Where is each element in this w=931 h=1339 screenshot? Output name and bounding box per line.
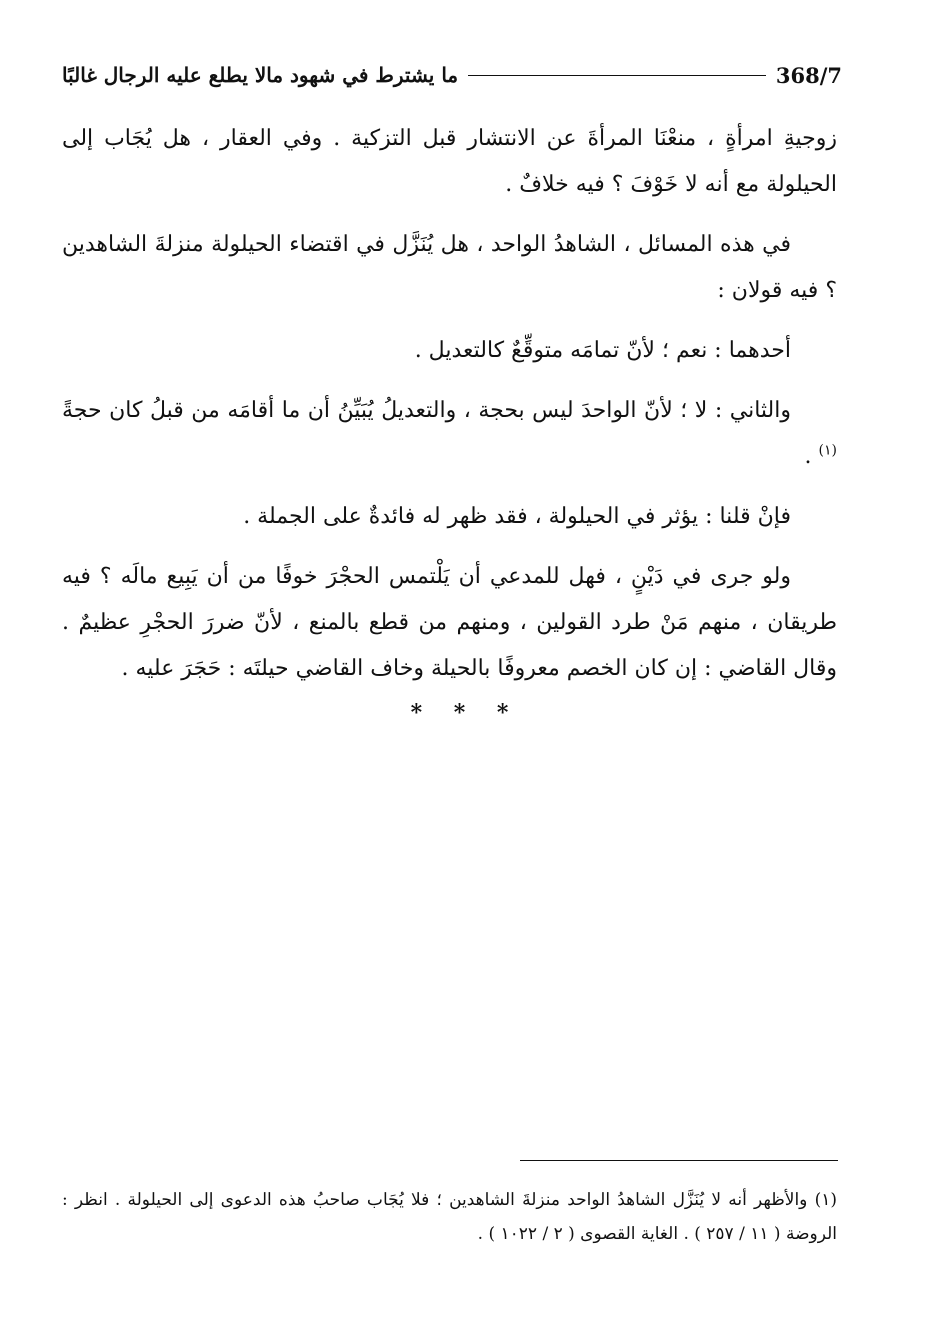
paragraph-4-text: والثاني : لا ؛ لأنّ الواحدَ ليس بحجة ، والتعديلُ يُبَيِّنُ أن ما أقامَه من قبلُ كان حجةً [62, 398, 791, 423]
page-number: 368/7 [775, 62, 842, 88]
header-rule [468, 75, 766, 76]
paragraph-6: ولو جرى في دَيْنٍ ، فهل للمدعي أن يَلْتمس الحجْرَ خوفًا من أن يَبِيع مالَه ؟ فيه طريقان ، منهم مَنْ طرد القولين ، ومنهم من قطع بالمنع ، لأنّ ضررَ الحجْرِ عظيمٌ . وقال القاضي : إن كان الخصم معروفًا بالحيلة وخاف القاضي حيلتَه : حَجَرَ عليه . [62, 564, 837, 681]
footnote-rule [520, 1160, 838, 1161]
paragraph-5: فإنْ قلنا : يؤثر في الحيلولة ، فقد ظهر له فائدةٌ على الجملة . [243, 504, 791, 529]
body-text [62, 116, 837, 706]
paragraph-2: في هذه المسائل ، الشاهدُ الواحد ، هل يُنَزَّل في اقتضاء الحيلولة منزلةَ الشاهدين ؟ فيه قولان : [62, 232, 837, 303]
paragraph-1: زوجيةِ امرأةٍ ، منعْنَا المرأةَ عن الانتشار قبل التزكية . وفي العقار ، هل يُجَاب إلى الحيلولة مع أنه لا خَوْفَ ؟ فيه خلافٌ . [62, 126, 837, 197]
paragraph-4: والثاني : لا ؛ لأنّ الواحدَ ليس بحجة ، والتعديلُ يُبَيِّنُ أن ما أقامَه من قبلُ كان حجةً $^{(١)}$ . [62, 398, 837, 469]
footnote-1: (١) والأظهر أنه لا يُنَزَّل الشاهدُ الواحد منزلةَ الشاهدين ؛ فلا يُجَاب صاحبُ هذه الدعوى إلى الحيلولة . انظر : الروضة ( ١١ / ٢٥٧ ) . الغاية القصوى ( ٢ / ١٠٢٢ ) . [62, 1190, 837, 1244]
footnotes [62, 1183, 837, 1251]
running-title: ما يشترط في شهود مالا يطلع عليه الرجال غالبًا [62, 63, 459, 87]
paragraph-3: أحدهما : نعم ؛ لأنّ تمامَه متوقِّعٌ كالتعديل . [414, 338, 791, 363]
running-header [62, 58, 842, 92]
section-separator: * * * [410, 700, 521, 726]
footnote-reference[interactable]: (١) [818, 442, 837, 459]
